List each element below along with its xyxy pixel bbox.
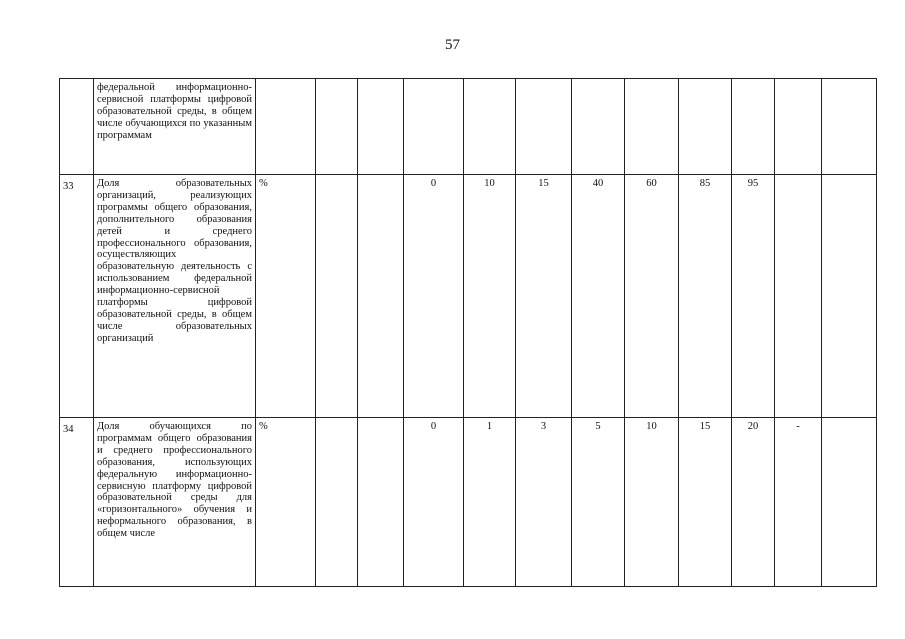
value-cell (316, 79, 358, 175)
value-cell (572, 79, 625, 175)
value-cell: 15 (516, 175, 572, 418)
value-cell: 1 (464, 418, 516, 587)
table-row (60, 418, 877, 587)
value-cell: 60 (625, 175, 679, 418)
value-cell: 10 (464, 175, 516, 418)
unit-cell: % (256, 418, 316, 587)
value-cell (775, 175, 822, 418)
value-cell (775, 79, 822, 175)
value-cell: 85 (679, 175, 732, 418)
table-row (60, 175, 877, 418)
value-cell: 15 (679, 418, 732, 587)
value-cell: 0 (404, 418, 464, 587)
value-cell: 0 (404, 175, 464, 418)
value-cell: 5 (572, 418, 625, 587)
page-number: 57 (445, 37, 460, 53)
indicator-description: Доля образовательных организаций, реализующих программы общего образования, дополнительного образования детей и среднего профессионального образования, осуществляющих образовательную деятельность с использованием федеральной информационно-сервисной платформы цифровой образовательной среды, в общем числе образовательных организаций (94, 175, 256, 418)
value-cell (732, 79, 775, 175)
row-number (60, 79, 94, 175)
value-cell (316, 418, 358, 587)
value-cell: 20 (732, 418, 775, 587)
unit-cell: % (256, 175, 316, 418)
row-number: 34 (60, 418, 94, 587)
value-cell (822, 418, 877, 587)
value-cell (625, 79, 679, 175)
value-cell (404, 79, 464, 175)
value-cell (464, 79, 516, 175)
table-row (60, 79, 877, 175)
value-cell (822, 79, 877, 175)
value-cell (516, 79, 572, 175)
indicator-table (59, 78, 877, 587)
value-cell (316, 175, 358, 418)
value-cell: 95 (732, 175, 775, 418)
value-cell: 40 (572, 175, 625, 418)
indicator-description: Доля обучающихся по программам общего образования и среднего профессионального образования, использующих федеральную информационно-сервисную платформу цифровой образовательной среды для «горизонтального» обучения и неформального образования, в общем числе (94, 418, 256, 587)
unit-cell (256, 79, 316, 175)
indicator-description: федеральной информационно-сервисной платформы цифровой образовательной среды, в общем числе обучающихся по указанным программам (94, 79, 256, 175)
value-cell (358, 79, 404, 175)
value-cell: 3 (516, 418, 572, 587)
row-number: 33 (60, 175, 94, 418)
value-cell: - (775, 418, 822, 587)
value-cell: 10 (625, 418, 679, 587)
value-cell (679, 79, 732, 175)
value-cell (822, 175, 877, 418)
value-cell (358, 418, 404, 587)
value-cell (358, 175, 404, 418)
